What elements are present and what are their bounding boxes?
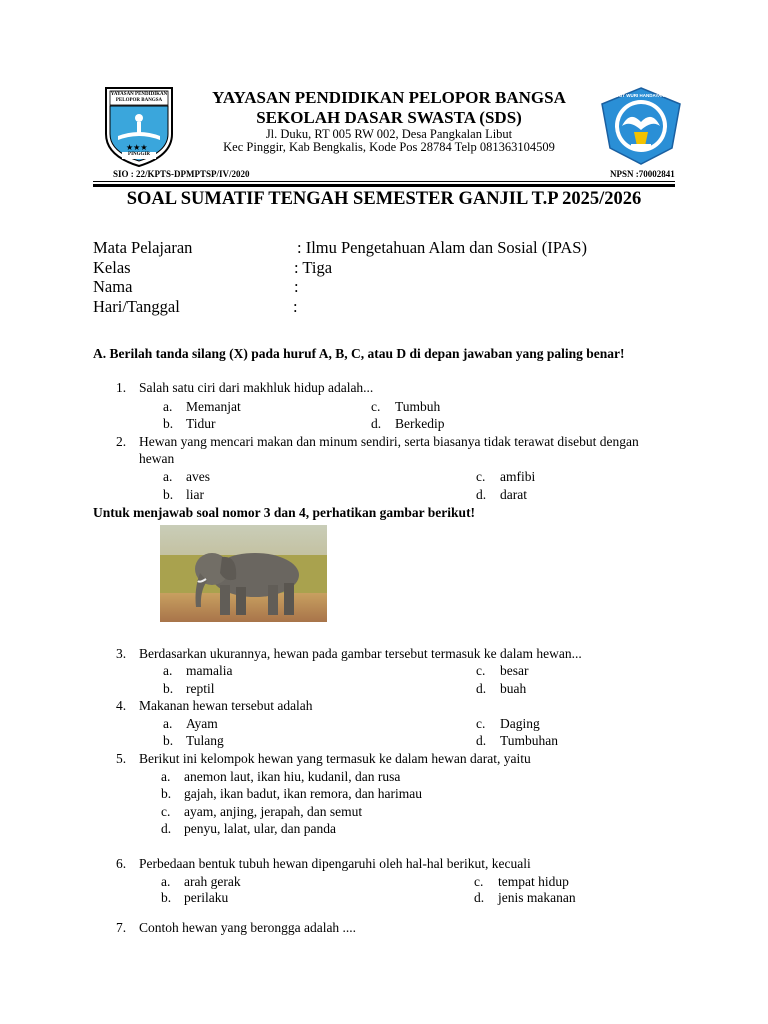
question-number: 1. (116, 380, 127, 395)
option-text: ayam, anjing, jerapah, dan semut (184, 804, 363, 819)
image-instruction: Untuk menjawab soal nomor 3 dan 4, perhatikan gambar berikut! (93, 505, 476, 520)
option-letter: b. (163, 487, 174, 502)
sio-number: SIO : 22/KPTS-DPMPTSP/IV/2020 (113, 169, 250, 179)
identity-value-name: : (294, 277, 299, 296)
option-letter: c. (476, 716, 486, 731)
header-rule-thin (93, 181, 675, 182)
npsn-number: NPSN :70002841 (610, 169, 675, 179)
option-letter: a. (163, 469, 173, 484)
option-text: Tidur (186, 416, 216, 431)
svg-text:★★★: ★★★ (126, 143, 148, 152)
option-text: amfibi (500, 469, 536, 484)
option-letter: c. (476, 469, 486, 484)
question-text: Perbedaan bentuk tubuh hewan dipengaruhi oleh hal-hal berikut, kecuali (139, 856, 531, 871)
option-letter: b. (163, 681, 174, 696)
tut-wuri-text: TUT WURI HANDAYANI (616, 93, 666, 98)
option-letter: d. (371, 416, 382, 431)
option-letter: c. (161, 804, 171, 819)
identity-label-name: Nama (93, 277, 133, 296)
option-text: Berkedip (395, 416, 445, 431)
question-number: 2. (116, 434, 127, 449)
identity-label-subject: Mata Pelajaran (93, 238, 193, 257)
option-letter: d. (474, 890, 485, 905)
question-number: 7. (116, 920, 127, 935)
option-text: Tumbuhan (500, 733, 559, 748)
header-rule-thick (93, 184, 675, 187)
option-text: tempat hidup (498, 874, 569, 889)
option-letter: b. (163, 733, 174, 748)
identity-value-subject: : Ilmu Pengetahuan Alam dan Sosial (IPAS) (297, 238, 587, 257)
option-letter: a. (161, 769, 171, 784)
option-letter: a. (163, 399, 173, 414)
question-number: 6. (116, 856, 127, 871)
identity-value-class: : Tiga (294, 258, 333, 277)
address-line-2: Kec Pinggir, Kab Bengkalis, Kode Pos 28784 Telp 081363104509 (223, 140, 555, 154)
option-text: mamalia (186, 663, 233, 678)
question-text: Hewan yang mencari makan dan minum sendiri, serta biasanya tidak terawat disebut dengan (139, 434, 639, 449)
option-text: Tumbuh (395, 399, 441, 414)
school-name: SEKOLAH DASAR SWASTA (SDS) (256, 108, 522, 127)
tut-wuri-logo (600, 86, 682, 166)
option-text: liar (186, 487, 204, 502)
exam-title: SOAL SUMATIF TENGAH SEMESTER GANJIL T.P 2025/2026 (126, 189, 642, 209)
option-text: gajah, ikan badut, ikan remora, dan harimau (184, 786, 423, 801)
question-text: Contoh hewan yang berongga adalah .... (139, 920, 357, 935)
question-number: 5. (116, 751, 127, 766)
option-text: Daging (500, 716, 540, 731)
foundation-name: YAYASAN PENDIDIKAN PELOPOR BANGSA (212, 88, 566, 107)
question-text: Makanan hewan tersebut adalah (139, 698, 313, 713)
option-text: arah gerak (184, 874, 241, 889)
option-text: perilaku (184, 890, 229, 905)
option-text: buah (500, 681, 527, 696)
option-letter: c. (474, 874, 484, 889)
question-text: Berikut ini kelompok hewan yang termasuk ke dalam hewan darat, yaitu (139, 751, 531, 766)
question-text: Salah satu ciri dari makhluk hidup adalah... (139, 380, 374, 395)
option-text: besar (500, 663, 529, 678)
question-text-cont: hewan (139, 451, 175, 466)
section-a-instruction: A. Berilah tanda silang (X) pada huruf A, B, C, atau D di depan jawaban yang paling benar! (93, 346, 625, 361)
option-text: darat (500, 487, 527, 502)
identity-value-date: : (293, 297, 298, 316)
option-letter: d. (476, 733, 487, 748)
option-text: Memanjat (186, 399, 241, 414)
option-letter: b. (161, 890, 172, 905)
option-letter: a. (163, 716, 173, 731)
option-text: jenis makanan (498, 890, 576, 905)
option-text: aves (186, 469, 210, 484)
logo-text-1: YAYASAN PENDIDIKAN (110, 92, 168, 97)
option-letter: d. (161, 821, 172, 836)
option-letter: c. (476, 663, 486, 678)
question-number: 3. (116, 646, 127, 661)
option-letter: c. (371, 399, 381, 414)
option-text: Tulang (186, 733, 224, 748)
option-letter: b. (163, 416, 174, 431)
option-letter: b. (161, 786, 172, 801)
logo-text-2: PELOPOR BANGSA (115, 98, 163, 103)
option-text: reptil (186, 681, 215, 696)
option-letter: d. (476, 681, 487, 696)
address-line-1: Jl. Duku, RT 005 RW 002, Desa Pangkalan Libut (265, 127, 513, 141)
logo-text-3: PINGGIR (128, 152, 150, 157)
question-text: Berdasarkan ukurannya, hewan pada gambar tersebut termasuk ke dalam hewan... (139, 646, 582, 661)
option-letter: d. (476, 487, 487, 502)
option-letter: a. (163, 663, 173, 678)
identity-label-date: Hari/Tanggal (93, 297, 180, 316)
option-letter: a. (161, 874, 171, 889)
elephant-photo (160, 525, 327, 622)
question-number: 4. (116, 698, 127, 713)
option-text: anemon laut, ikan hiu, kudanil, dan rusa (184, 769, 401, 784)
option-text: penyu, lalat, ular, dan panda (184, 821, 337, 836)
option-text: Ayam (186, 716, 218, 731)
identity-label-class: Kelas (93, 258, 131, 277)
